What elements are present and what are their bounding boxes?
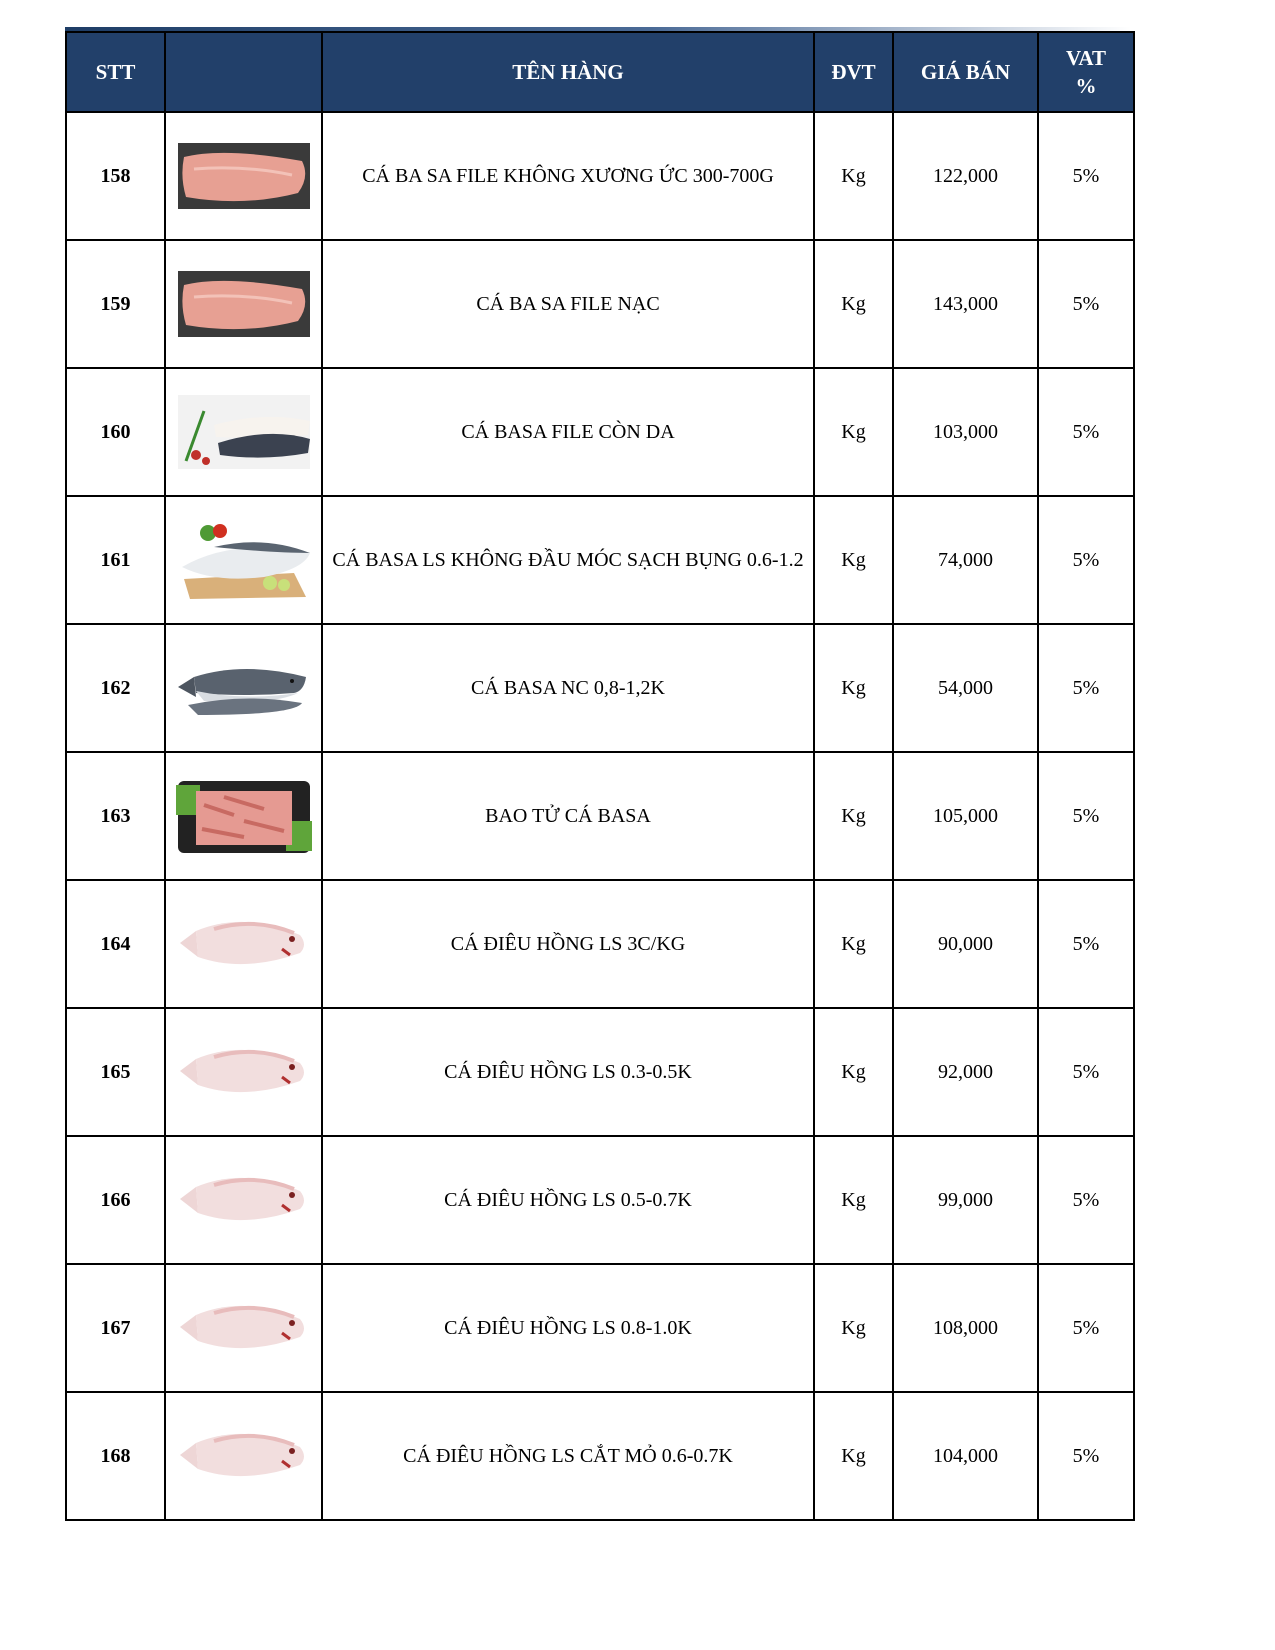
row-price: 74,000 — [893, 496, 1038, 624]
product-image — [166, 519, 321, 601]
product-image-cell — [165, 1392, 322, 1520]
table-row — [66, 496, 1134, 624]
product-name: CÁ BASA LS KHÔNG ĐẦU MÓC SẠCH BỤNG 0.6-1.2 — [322, 496, 814, 624]
table-row — [66, 1264, 1134, 1392]
product-image-cell — [165, 240, 322, 368]
row-vat: 5% — [1038, 752, 1134, 880]
header-price: GIÁ BÁN — [893, 32, 1038, 112]
row-price: 143,000 — [893, 240, 1038, 368]
row-vat: 5% — [1038, 112, 1134, 240]
table-row — [66, 1136, 1134, 1264]
product-image — [166, 391, 321, 473]
product-image-cell — [165, 1264, 322, 1392]
product-image — [166, 1415, 321, 1497]
row-vat: 5% — [1038, 240, 1134, 368]
row-stt: 166 — [66, 1136, 165, 1264]
row-unit: Kg — [814, 1264, 893, 1392]
product-name: CÁ ĐIÊU HỒNG LS CẮT MỎ 0.6-0.7K — [322, 1392, 814, 1520]
row-unit: Kg — [814, 368, 893, 496]
product-name: CÁ BASA FILE CÒN DA — [322, 368, 814, 496]
product-image — [166, 263, 321, 345]
row-price: 54,000 — [893, 624, 1038, 752]
product-image-cell — [165, 112, 322, 240]
row-stt: 159 — [66, 240, 165, 368]
row-stt: 168 — [66, 1392, 165, 1520]
product-name: CÁ ĐIÊU HỒNG LS 0.8-1.0K — [322, 1264, 814, 1392]
product-image-cell — [165, 1008, 322, 1136]
row-price: 99,000 — [893, 1136, 1038, 1264]
product-name: BAO TỬ CÁ BASA — [322, 752, 814, 880]
table-row — [66, 368, 1134, 496]
row-stt: 165 — [66, 1008, 165, 1136]
product-name: CÁ ĐIÊU HỒNG LS 0.3-0.5K — [322, 1008, 814, 1136]
product-image-cell — [165, 496, 322, 624]
product-image-cell — [165, 368, 322, 496]
row-price: 104,000 — [893, 1392, 1038, 1520]
header-product-name: TÊN HÀNG — [322, 32, 814, 112]
row-stt: 160 — [66, 368, 165, 496]
product-image-cell — [165, 624, 322, 752]
price-table — [65, 31, 1135, 1521]
row-unit: Kg — [814, 112, 893, 240]
product-image — [166, 135, 321, 217]
row-stt: 163 — [66, 752, 165, 880]
row-unit: Kg — [814, 880, 893, 1008]
product-name: CÁ BA SA FILE NẠC — [322, 240, 814, 368]
row-unit: Kg — [814, 1392, 893, 1520]
row-unit: Kg — [814, 624, 893, 752]
row-vat: 5% — [1038, 1008, 1134, 1136]
row-price: 103,000 — [893, 368, 1038, 496]
header-unit: ĐVT — [814, 32, 893, 112]
table-header-row — [66, 32, 1134, 112]
row-stt: 158 — [66, 112, 165, 240]
row-price: 92,000 — [893, 1008, 1038, 1136]
row-vat: 5% — [1038, 624, 1134, 752]
row-price: 122,000 — [893, 112, 1038, 240]
row-vat: 5% — [1038, 880, 1134, 1008]
row-unit: Kg — [814, 1008, 893, 1136]
header-vat — [1038, 32, 1134, 112]
row-stt: 161 — [66, 496, 165, 624]
row-vat: 5% — [1038, 1136, 1134, 1264]
product-name: CÁ ĐIÊU HỒNG LS 3C/KG — [322, 880, 814, 1008]
table-row — [66, 1008, 1134, 1136]
product-image-cell — [165, 752, 322, 880]
table-row — [66, 752, 1134, 880]
row-unit: Kg — [814, 240, 893, 368]
product-image — [166, 647, 321, 729]
row-stt: 167 — [66, 1264, 165, 1392]
row-unit: Kg — [814, 752, 893, 880]
table-row — [66, 624, 1134, 752]
product-image — [166, 1287, 321, 1369]
row-vat: 5% — [1038, 1264, 1134, 1392]
row-unit: Kg — [814, 496, 893, 624]
product-image-cell — [165, 1136, 322, 1264]
product-name: CÁ BASA NC 0,8-1,2K — [322, 624, 814, 752]
table-row — [66, 112, 1134, 240]
row-unit: Kg — [814, 1136, 893, 1264]
header-image — [165, 32, 322, 112]
table-row — [66, 1392, 1134, 1520]
product-image — [166, 775, 321, 857]
row-stt: 164 — [66, 880, 165, 1008]
header-vat-line1: VAT — [1065, 46, 1107, 70]
product-image — [166, 903, 321, 985]
row-price: 90,000 — [893, 880, 1038, 1008]
row-price: 105,000 — [893, 752, 1038, 880]
header-stt: STT — [66, 32, 165, 112]
product-image — [166, 1031, 321, 1113]
row-price: 108,000 — [893, 1264, 1038, 1392]
table-row — [66, 880, 1134, 1008]
product-name: CÁ BA SA FILE KHÔNG XƯƠNG ỨC 300-700G — [322, 112, 814, 240]
row-vat: 5% — [1038, 496, 1134, 624]
product-image-cell — [165, 880, 322, 1008]
product-name: CÁ ĐIÊU HỒNG LS 0.5-0.7K — [322, 1136, 814, 1264]
row-vat: 5% — [1038, 1392, 1134, 1520]
product-image — [166, 1159, 321, 1241]
row-stt: 162 — [66, 624, 165, 752]
table-row — [66, 240, 1134, 368]
row-vat: 5% — [1038, 368, 1134, 496]
header-vat-line2: % — [1075, 74, 1097, 98]
